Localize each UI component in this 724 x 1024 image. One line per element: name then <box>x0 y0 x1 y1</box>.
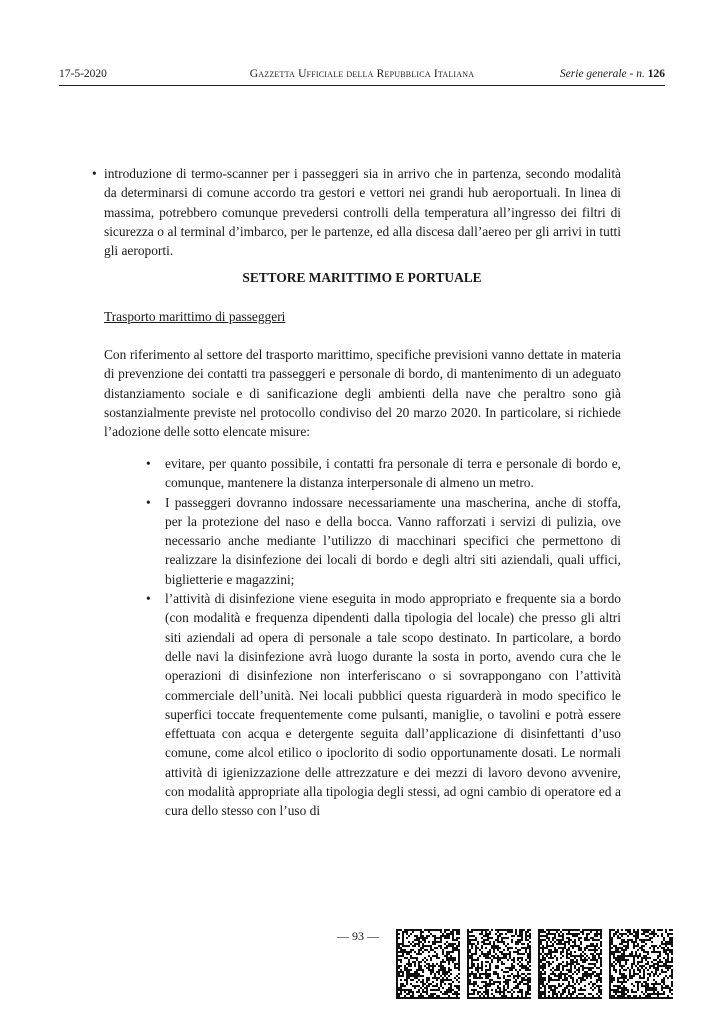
datamatrix-code <box>396 929 460 999</box>
datamatrix-code <box>467 929 531 999</box>
header-series-label: Serie generale - n. <box>559 68 645 80</box>
measure-item <box>146 493 621 589</box>
bullet-symbol: • <box>146 494 151 510</box>
datamatrix-code <box>609 929 673 999</box>
header-rule <box>59 85 665 86</box>
intro-paragraph: Con riferimento al settore del trasporto marittimo, specifiche previsioni vanno dettate in materia di prevenzione dei contatti tra passeggeri e personale di bordo, di mantenimento di un adeguato distanziamento sociale e di sanificazione degli ambienti della nave che peraltro sono già sostanzialmente previste nel protocollo condiviso del 20 marzo 2020. In particolare, si richiede l’adozione delle sotto elencate misure: <box>104 347 621 440</box>
datamatrix-code <box>538 929 602 999</box>
measure-item <box>146 589 621 821</box>
header-publication-title: Gazzetta Ufficiale della Repubblica Italiana <box>249 68 475 80</box>
bullet-symbol: • <box>146 456 151 471</box>
bullet-symbol: • <box>146 591 151 607</box>
section-subtitle: Trasporto marittimo di passeggeri <box>104 309 286 324</box>
header-series <box>560 66 665 82</box>
footer-codes <box>396 929 678 999</box>
page-number: — 93 — <box>337 929 379 943</box>
measure-text: I passeggeri dovranno indossare necessariamente una mascherina, anche di stoffa, per la protezione del naso e della bocca. Vanno rafforzati i servizi di pulizia, ove necessario anche mediante l’utilizzo di macchinari specifici che permettono di realizzare la disinfezione dei locali di bordo e degli altri siti aziendali, quali uffici, biglietterie e magazzini; <box>165 494 621 587</box>
measure-text: evitare, per quanto possibile, i contatti fra personale di terra e personale di bordo e, comunque, mantenere la distanza interpersonale di almeno un metro. <box>165 456 621 491</box>
header-series-number: 126 <box>647 68 665 80</box>
intro-bullet-item <box>92 164 621 260</box>
page-header <box>59 66 665 82</box>
measure-item <box>146 454 621 493</box>
measure-text: l’attività di disinfezione viene eseguita in modo appropriato e frequente sia a bordo (con modalità e frequenza dipendenti dalla tipologia del locale) che presso gli altri siti aziendali ad opera di personale a tale scopo destinato. In particolare, a bordo delle navi la disinfezione avrà luogo durante la sosta in porto, avendo cura che le operazioni di disinfezione non interferiscano o si sovrappongano con l’attività commerciale dell’unità. Nei locali pubblici questa riguarderà in modo specifico le superfici toccate frequentemente come pulsanti, maniglie, o tavolini e potrà essere effettuata con acqua e detergente seguita dall’applicazione di disinfettanti d’uso comune, come alcol etilico o ipoclorito di sodio opportunamente dosati. Le normali attività di igienizzazione delle attrezzature e dei mezzi di lavoro devono avvenire, con modalità appropriate alla tipologia degli stessi, ad ogni cambio di operatore ed a cura dello stesso con l’uso di <box>165 591 621 819</box>
header-date: 17-5-2020 <box>59 68 107 80</box>
intro-bullet-text: introduzione di termo-scanner per i passeggeri sia in arrivo che in partenza, secondo modalità da determinarsi di comune accordo tra gestori e vettori nei grandi hub aeroportuali. In linea di massima, potrebbero comunque prevedersi controlli della temperatura all’ingresso dei filtri di sicurezza o al terminal d’imbarco, per le partenze, ed alla discesa dall’aereo per gli arrivi in tutti gli aeroporti. <box>104 166 621 259</box>
bullet-symbol: • <box>92 166 97 181</box>
section-title: SETTORE MARITTIMO E PORTUALE <box>242 270 482 285</box>
measures-list <box>146 454 621 821</box>
